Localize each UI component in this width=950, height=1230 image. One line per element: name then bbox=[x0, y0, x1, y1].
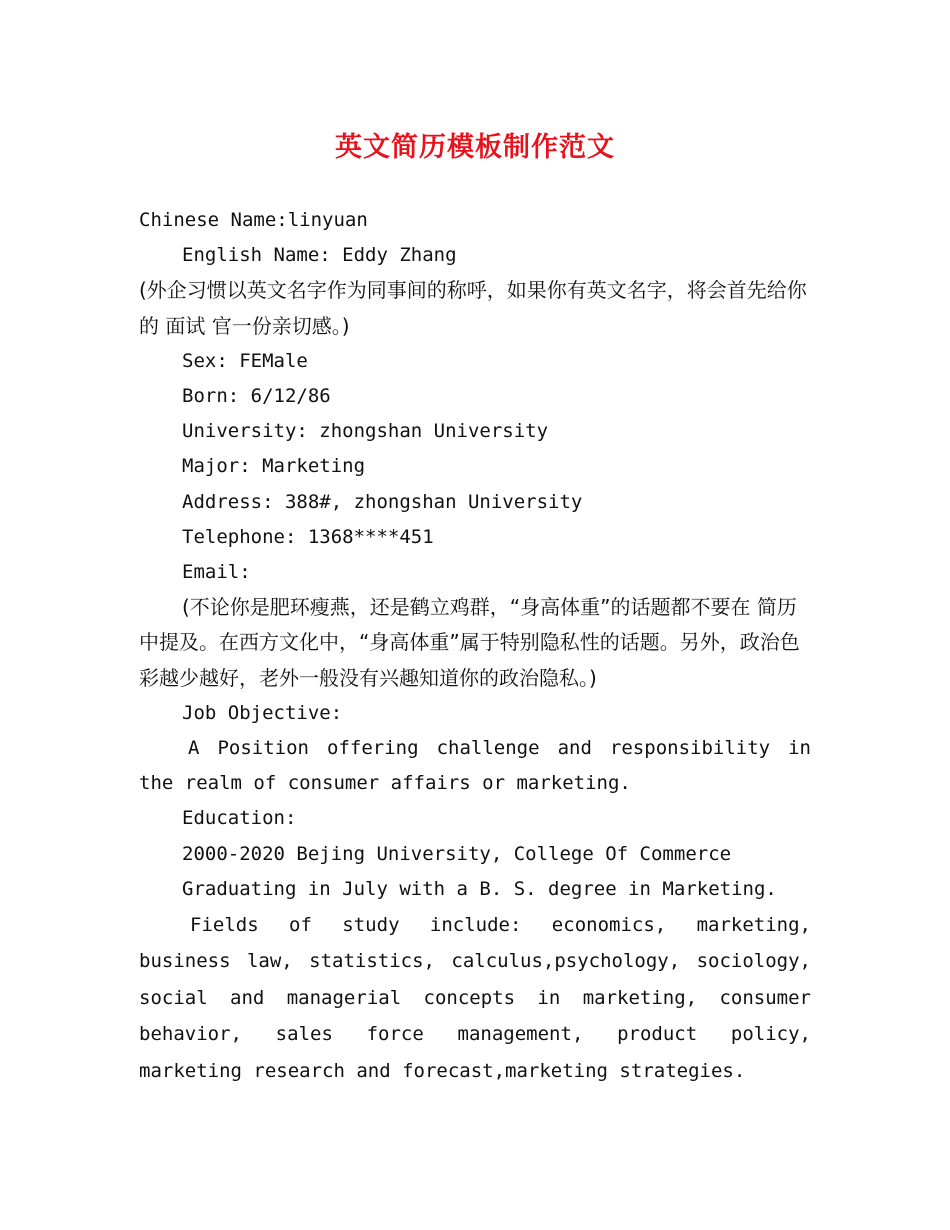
education-fields-paragraph: Fields of study include: economics, marketing, business law, statistics, calculus,psychology, sociology, social and managerial concepts in marketing, consumer behavior, sales force management, product policy, marketing research and forecast,marketing strategies. bbox=[139, 914, 811, 1082]
born-line: Born: 6/12/86 bbox=[182, 385, 331, 408]
chinese-name-line: Chinese Name:linyuan bbox=[139, 209, 368, 231]
email-line: Email: bbox=[182, 561, 251, 584]
education-school-line: 2000-2020 Bejing University, College Of Commerce bbox=[182, 842, 732, 865]
address-line: Address: 388#, zhongshan University bbox=[182, 490, 583, 513]
job-objective-heading: Job Objective: bbox=[182, 701, 343, 724]
document-title: 英文简历模板制作范文 bbox=[335, 132, 615, 163]
telephone-line: Telephone: 1368****451 bbox=[182, 525, 434, 548]
education-heading: Education: bbox=[182, 807, 297, 830]
sex-line: Sex: FEMale bbox=[182, 349, 308, 372]
name-note-paragraph: (外企习惯以英文名字作为同事间的称呼，如果你有英文名字，将会首先给你的 面试 官一份亲切感。) bbox=[139, 278, 807, 338]
job-objective-text: A Position offering challenge and responsibility in the realm of consumer affairs or marketing. bbox=[139, 737, 811, 795]
document-body bbox=[139, 203, 811, 1089]
education-degree-line: Graduating in July with a B. S. degree in Marketing. bbox=[182, 877, 777, 900]
major-line: Major: Marketing bbox=[182, 455, 366, 478]
university-line: University: zhongshan University bbox=[182, 420, 549, 443]
privacy-note-paragraph: (不论你是肥环瘦燕，还是鹤立鸡群，“身高体重”的话题都不要在 简历 中提及。在西方文化中，“身高体重”属于特别隐私性的话题。另外，政治色彩越少越好，老外一般没有兴趣知道你的政治隐私。) bbox=[139, 595, 800, 690]
english-name-line: English Name: Eddy Zhang bbox=[182, 244, 457, 267]
